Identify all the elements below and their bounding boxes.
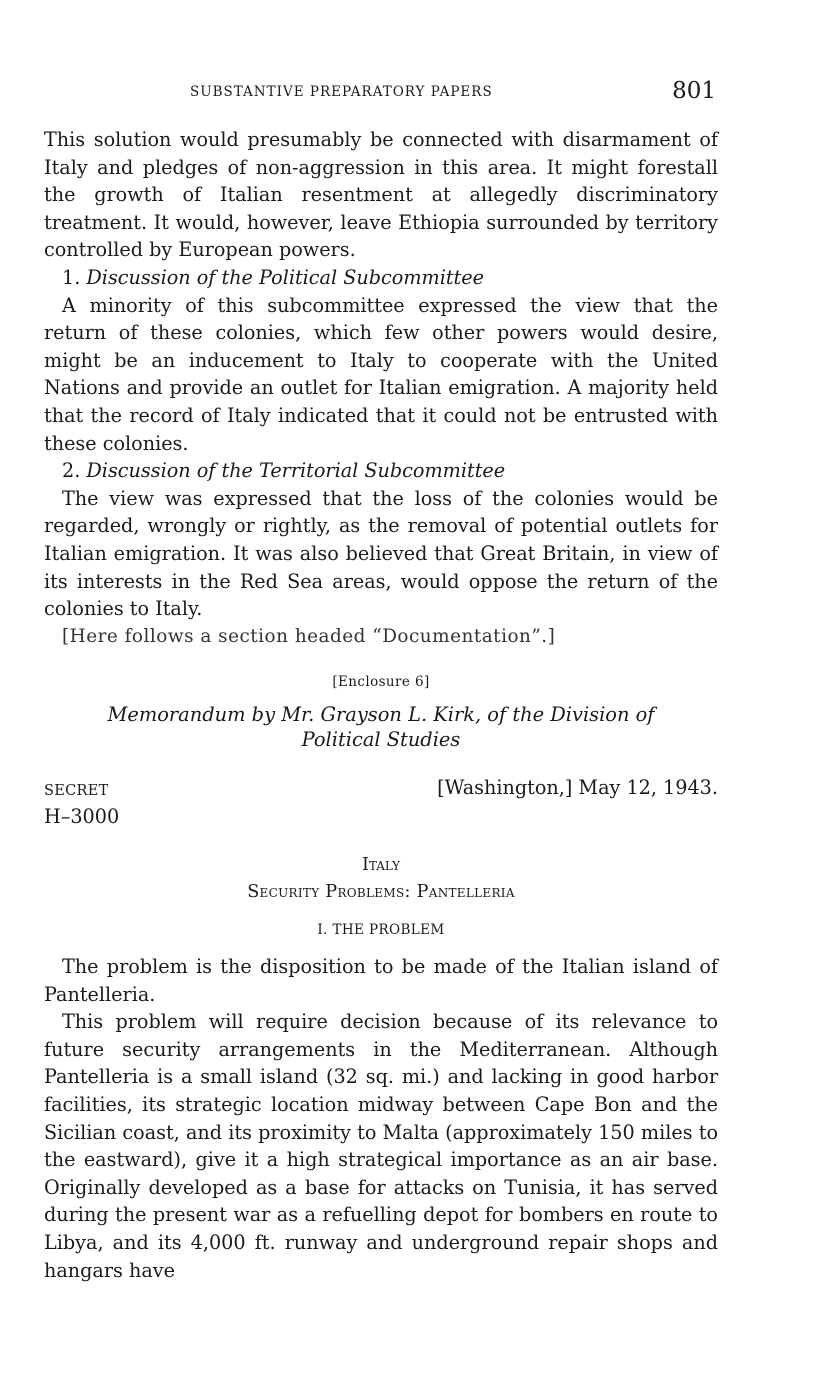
- territorial-discussion-text: The view was expressed that the loss of the colonies would be regarded, wrongly or rightly, as the removal of potential outlets for Italian emigration. It was also believed that Great Britain, in view of its interests in the Red Sea areas, would oppose the return of the colonies to Italy.: [44, 486, 718, 621]
- page-header: [44, 80, 718, 106]
- memo-date: [Washington,] May 12, 1943.: [437, 776, 718, 799]
- political-discussion-title: Discussion of the Political Subcommittee: [86, 265, 484, 289]
- colonies-section: [44, 126, 718, 650]
- territorial-discussion-title: Discussion of the Territorial Subcommittee: [86, 459, 506, 483]
- section-subtitle: Security Problems: Pantelleria: [247, 882, 515, 902]
- problem-paragraph-2: This problem will require decision because of its relevance to future security arrangements in the Mediterranean. Although Pantelleria is a small island (32 sq. mi.) and lacking in good harbor facilities, its strategic location midway between Cape Bon and the Sicilian coast, and its proximity to Malta (approximately 150 miles to the eastward), give it a high strategical importance as an air base. Originally developed as a base for attacks on Tunisia, it has served during the present war as a refuelling depot for bombers en route to Libya, and its 4,000 ft. runway and underground repair shops and hangars have: [44, 1010, 718, 1282]
- political-discussion-heading: [44, 264, 718, 292]
- political-discussion-number: 1.: [62, 265, 81, 289]
- enclosure-label: [Enclosure 6]: [332, 674, 430, 690]
- political-discussion-text: A minority of this subcommittee expressed the view that the return of these colonies, which few other powers would desire, might be an inducement to Italy to cooperate with the United Nations and provide an outlet for Italian emigration. A majority held that the record of Italy indicated that it could not be entrusted with these colonies.: [44, 293, 718, 455]
- classification-label: SECRET: [44, 783, 109, 799]
- problem-heading: I. THE PROBLEM: [317, 922, 445, 938]
- territorial-discussion-number: 2.: [62, 459, 81, 483]
- problem-paragraph-1: The problem is the disposition to be made of the Italian island of Pantelleria.: [44, 955, 718, 1006]
- document-number: H–3000: [44, 805, 120, 828]
- section-title: Italy: [361, 855, 401, 875]
- running-head: SUBSTANTIVE PREPARATORY PAPERS: [190, 84, 493, 100]
- editorial-note: [Here follows a section headed “Documentation”.]: [62, 625, 556, 647]
- page-number: 801: [672, 78, 716, 104]
- intro-paragraph: This solution would presumably be connected with disarmament of Italy and pledges of non-aggression in this area. It might forestall the growth of Italian resentment at allegedly discriminatory treatment. It would, however, leave Ethiopia surrounded by territory controlled by European powers.: [44, 128, 718, 262]
- problem-section: [44, 953, 718, 1284]
- territorial-discussion-heading: [44, 457, 718, 485]
- memorandum-title: Memorandum by Mr. Grayson L. Kirk, of the Division of Political Studies: [107, 703, 655, 751]
